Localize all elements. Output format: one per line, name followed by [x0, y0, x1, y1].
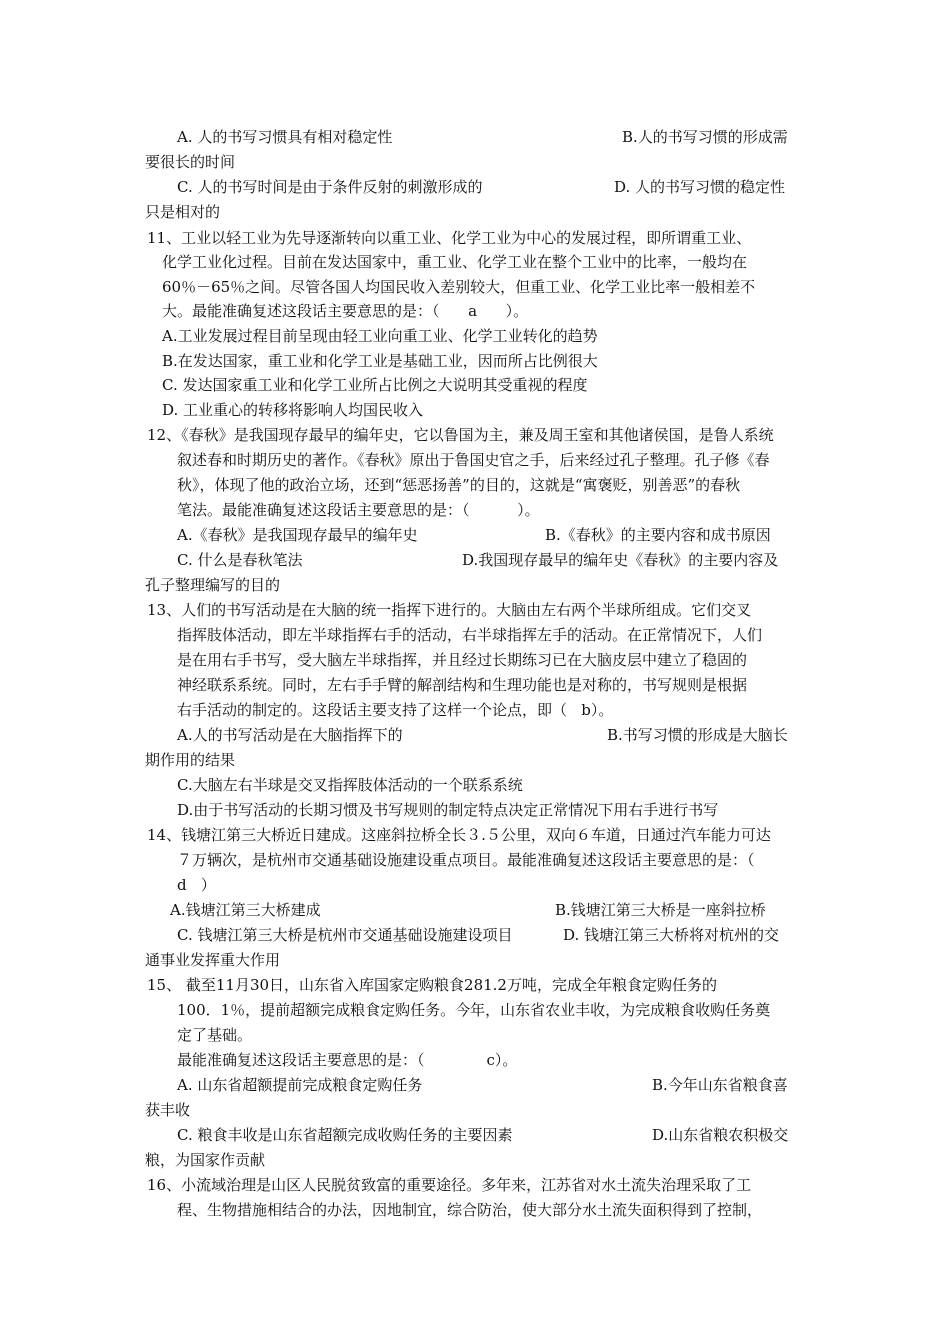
- text-line: D. 钱塘江第三大桥将对杭州的交: [563, 926, 780, 944]
- text-line: 右手活动的制定的。这段话主要支持了这样一个论点，即（ b）。: [177, 701, 614, 719]
- text-line: 获丰收: [145, 1101, 191, 1119]
- text-line: 通事业发挥重大作用: [145, 951, 281, 969]
- text-line: B.《春秋》的主要内容和成书原因: [545, 526, 771, 544]
- text-line: 14、钱塘江第三大桥近日建成。这座斜拉桥全长３.５公里，双向６车道，日通过汽车能力可达: [147, 826, 771, 844]
- text-line: A. 山东省超额提前完成粮食定购任务: [177, 1076, 423, 1094]
- text-line: 15、 截至11月30日，山东省入库国家定购粮食281.2万吨，完成全年粮食定购任务的: [147, 976, 717, 994]
- text-line: B.书写习惯的形成是大脑长: [607, 726, 788, 744]
- text-line: 60％－65％之间。尽管各国人均国民收入差别较大，但重工业、化学工业比率一般相差不: [162, 278, 756, 296]
- text-line: 化学工业化过程。目前在发达国家中，重工业、化学工业在整个工业中的比率，一般均在: [162, 253, 748, 271]
- text-line: C. 钱塘江第三大桥是杭州市交通基础设施建设项目: [177, 926, 513, 944]
- text-line: d ）: [177, 876, 216, 894]
- text-line: 只是相对的: [145, 203, 221, 221]
- text-line: A.人的书写活动是在大脑指挥下的: [177, 726, 403, 744]
- text-line: 最能准确复述这段话主要意思的是：（ c）。: [177, 1051, 518, 1069]
- text-line: 16、小流域治理是山区人民脱贫致富的重要途径。多年来，江苏省对水土流失治理采取了工: [147, 1176, 752, 1194]
- text-line: C.大脑左右半球是交叉指挥肢体活动的一个联系系统: [177, 776, 523, 794]
- text-line: 指挥肢体活动，即左半球指挥右手的活动，右半球指挥左手的活动。在正常情况下，人们: [177, 626, 763, 644]
- text-line: A. 人的书写习惯具有相对稳定性: [177, 128, 393, 146]
- text-line: 神经联系系统。同时，左右手手臂的解剖结构和生理功能也是对称的，书写规则是根据: [177, 676, 748, 694]
- text-line: C. 人的书写时间是由于条件反射的刺激形成的: [177, 178, 483, 196]
- text-line: 100．1％，提前超额完成粮食定购任务。今年，山东省农业丰收，为完成粮食收购任务奠: [177, 1001, 771, 1019]
- text-line: 孔子整理编写的目的: [145, 576, 281, 594]
- text-line: ７万辆次，是杭州市交通基础设施建设重点项目。最能准确复述这段话主要意思的是：（: [177, 851, 755, 869]
- text-line: B.人的书写习惯的形成需: [622, 128, 788, 146]
- text-line: D.由于书写活动的长期习惯及书写规则的制定特点决定正常情况下用右手进行书写: [177, 801, 719, 819]
- text-line: 13、人们的书写活动是在大脑的统一指挥下进行的。大脑由左右两个半球所组成。它们交叉: [147, 601, 752, 619]
- text-line: A.工业发展过程目前呈现由轻工业向重工业、化学工业转化的趋势: [162, 327, 598, 345]
- text-line: C. 发达国家重工业和化学工业所占比例之大说明其受重视的程度: [162, 376, 588, 394]
- text-line: 程、生物措施相结合的办法，因地制宜，综合防治，使大部分水土流失面积得到了控制，: [177, 1201, 763, 1219]
- text-line: 期作用的结果: [145, 751, 236, 769]
- text-line: 是在用右手书写，受大脑左半球指挥，并且经过长期练习已在大脑皮层中建立了稳固的: [177, 651, 748, 669]
- text-line: 要很长的时间: [145, 153, 236, 171]
- text-line: D. 人的书写习惯的稳定性: [614, 178, 786, 196]
- text-line: B.今年山东省粮食喜: [652, 1076, 788, 1094]
- text-line: 11、工业以轻工业为先导逐渐转向以重工业、化学工业为中心的发展过程，即所谓重工业、: [147, 229, 752, 247]
- text-line: C. 粮食丰收是山东省超额完成收购任务的主要因素: [177, 1126, 513, 1144]
- text-line: C. 什么是春秋笔法: [177, 551, 303, 569]
- text-line: D.山东省粮农积极交: [652, 1126, 789, 1144]
- text-line: B.在发达国家，重工业和化学工业是基础工业，因而所占比例很大: [162, 352, 598, 370]
- text-line: 笔法。最能准确复述这段话主要意思的是：（ ）。: [177, 501, 540, 519]
- text-line: B.钱塘江第三大桥是一座斜拉桥: [555, 901, 766, 919]
- text-line: 定了基础。: [177, 1026, 253, 1044]
- text-line: A.钱塘江第三大桥建成: [170, 901, 321, 919]
- text-line: 秋》，体现了他的政治立场，还到“惩恶扬善”的目的，这就是“寓褒贬，别善恶”的春秋: [177, 476, 741, 494]
- text-line: D. 工业重心的转移将影响人均国民收入: [162, 401, 424, 419]
- text-line: A.《春秋》是我国现存最早的编年史: [177, 526, 418, 544]
- text-line: 大。最能准确复述这段话主要意思的是：（ a ）。: [162, 302, 529, 320]
- text-line: 叙述春和时期历史的著作。《春秋》原出于鲁国史官之手，后来经过孔子整理。孔子修《春: [177, 451, 770, 469]
- text-line: D.我国现存最早的编年史《春秋》的主要内容及: [462, 551, 779, 569]
- text-line: 粮，为国家作贡献: [145, 1151, 266, 1169]
- text-line: 12、《春秋》是我国现存最早的编年史，它以鲁国为主，兼及周王室和其他诸侯国，是鲁人系统: [147, 426, 774, 444]
